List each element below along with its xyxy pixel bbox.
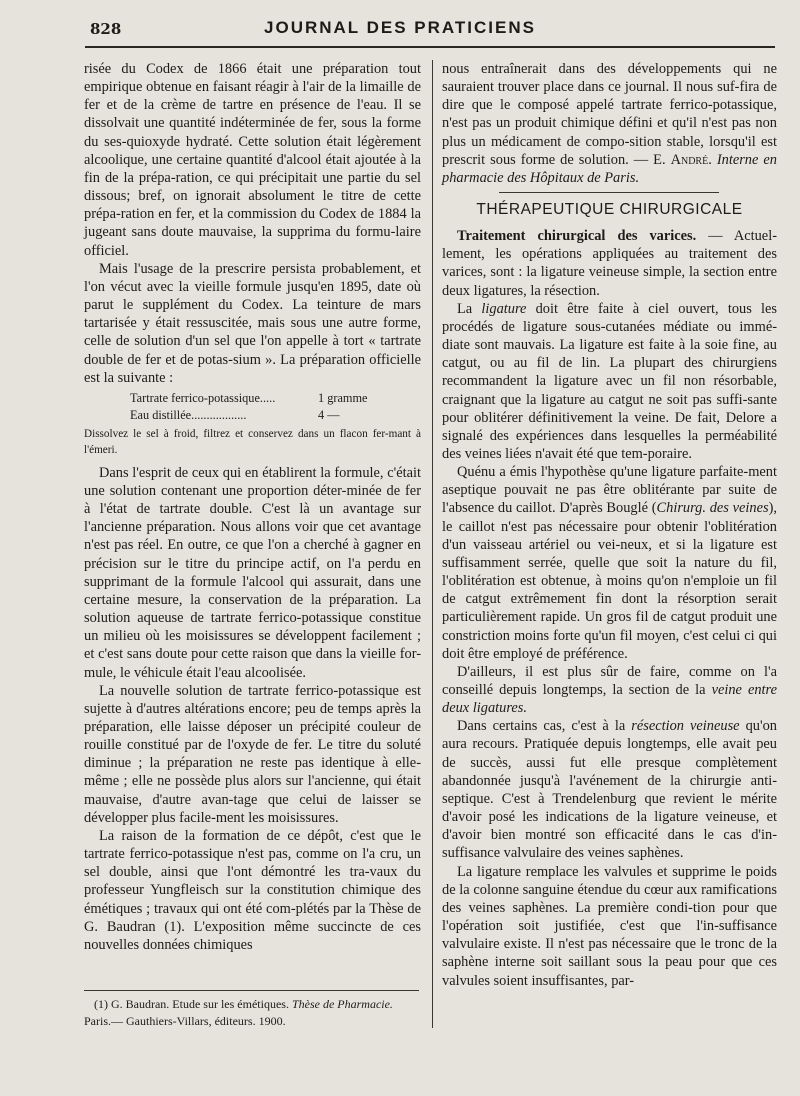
paragraph-text: Quénu a émis l'hypothèse qu'une ligature parfaite-ment aseptique pouvait ne pas être oblitérante par suite de l'absence du caillot. D'après Bouglé (	[442, 464, 777, 517]
paragraph: Dans l'esprit de ceux qui en établirent la formule, c'était une solution contenant une proportion déter-minée de fer à l'état de tartrate double. C'est là un avantage sur l'ancienne préparation. Nous allons voir que cet avantage n'est pas réel. En outre, ce que l'on a cherché à gagner en précision sur le titre du principe actif, on l'a perdu en supprimant de la formule l'alcool qui assurait, dans une certaine mesure, la conservation de la préparation. La solution aqueuse de tartrate ferrico-potassique constitue un milieu où les moisissures se développent facilement ; et c'est sans doute pour cette raison que dans la vieille for-mule, le véhicule était l'eau alcoolisée.	[84, 464, 421, 681]
footnote-emphasis: Thèse de Pharmacie.	[291, 997, 393, 1011]
emphasis: veine entre deux ligatures.	[442, 682, 777, 717]
paragraph: La raison de la formation de ce dépôt, c'est que le tartrate ferrico-potassique n'est pas, comme on l'a cru, un sel double, ainsi que l'ont démontré les tra-vaux du professeur Yungfleisch sur la constitution chimique des émétiques ; travaux qui ont été com-plétés par la Thèse de G. Baudran (1). L'exposition même succincte de ces nouvelles données chimiques	[84, 827, 421, 953]
footnote-rule	[84, 990, 419, 991]
paragraph-text: D'ailleurs, il est plus sûr de faire, comme on l'a conseillé depuis longtemps, la section de la	[442, 663, 777, 698]
paragraph	[442, 463, 777, 663]
emphasis: ligature	[481, 300, 527, 317]
footnote-line: Paris.— Gauthiers-Villars, éditeurs. 1900.	[84, 1013, 286, 1028]
paragraph-text: doit être faite à ciel ouvert, tous les procédés de ligature sous-cutanées médiate ou immé-diate sont mauvais. La ligature est faite à la soie fine, au catgut, ou au fil de lin. La plupart des chirurgiens recommandent la ligature avec un fil non résorbable, craignant que la ligature au catgut ne soit pas suffi-sante pour oblitérer définitivement la veine. De fait, Delore a signalé des expériences dans lesquelles la perméabilité des veines liées n'avait été que tem-poraire.	[442, 300, 777, 462]
paragraph: La ligature remplace les valvules et supprime le poids de la colonne sanguine étendue du cœur aux ramifications des veines saphènes. La première condi-tion pour que l'opération soit justifiée, c'est que l'in-suffisance valvulaire existe. Il n'est pas nécessaire que le tronc de la saphène interne soit saillant sous la peau pour que ces valvules soient insuffisantes, par-	[442, 863, 777, 989]
formula-quantity: 1 gramme	[318, 390, 368, 405]
page-header	[0, 0, 800, 48]
emphasis: résection veineuse	[631, 718, 740, 735]
paragraph	[442, 60, 777, 187]
section-title: THÉRAPEUTIQUE CHIRURGICALE	[476, 201, 743, 219]
paragraph: La nouvelle solution de tartrate ferrico-potassique est sujette à d'autres altérations encore; peu de temps après la préparation, elle laisse déposer un précipité couleur de rouille constitué par de l'oxyde de fer. Le titre du soluté diminue ; la préparation ne reste pas identique à elle-même ; elle ne possède plus alors sur l'ancienne, qui était mauvaise, d'autre avan-tage que celui de laisser se développer plus facile-ment les moisissures.	[84, 682, 421, 826]
paragraph-text: nous entraînerait dans des développements qui ne sauraient trouver place dans ce journal. Il nous suf-fira de dire que le composé appelé tartrate ferrico-potassique, n'est pas un produit chimique défini et qu'il n'est pas non plus un médicament de compo-sition stable, lorsqu'il est prescrit sous forme de solution. — E.	[442, 61, 777, 168]
paragraph-text: qu'on aura recours. Pratiquée depuis longtemps, elle avait peu de succès, aussi fut elle presque complètement abandonnée jusqu'à l'avénement de la chirurgie anti-septique. C'est à Trendelenburg que revient le mérite d'avoir posé les indications de la ligature veineuse, et d'avoir bien montré son efficacité dans le cas d'in-suffisance valvulaire des veines saphènes.	[442, 718, 777, 862]
paragraph	[442, 227, 777, 300]
paragraph: risée du Codex de 1866 était une préparation tout empirique obtenue en faisant réagir à l'air de la limaille de fer et de la crème de tartre en présence de l'eau. Il se dissolvait une quantité indéterminée de fer, sous la forme du ses-quioxyde hydraté. Cette solution était légèrement alcoolique, une certaine quantité d'alcool était ajoutée à la fin de la prépa-ration, ce qui précipitait une partie du sel dissous; bref, on ignorait absolument le titre de cette prépa-ration en fer, et la commission du Codex de 1884 la jugeant sans doute mauvaise, la supprima du formu-laire officiel.	[84, 61, 421, 259]
left-column	[84, 60, 421, 954]
section-rule	[499, 192, 719, 193]
right-column	[442, 60, 777, 990]
paragraph	[442, 300, 777, 463]
paragraph	[442, 663, 777, 717]
author-name: André.	[670, 151, 712, 168]
article-heading: Traitement chirurgical des varices.	[457, 228, 697, 245]
paragraph	[442, 717, 777, 862]
paragraph: Mais l'usage de la prescrire persista probablement, et l'on vécut avec la vieille formule jusqu'en 1895, date où parut le supplément du Codex. La teinture de mars tartarisée y était ressuscitée, mais sous une autre forme, celle de solution d'un sel que l'on appelle à tort « tartrate double de fer et de potas-sium ». La préparation officielle est la suivante :	[84, 260, 421, 386]
formula-ingredient: Eau distillée..................	[130, 407, 247, 422]
formula-line	[84, 407, 421, 424]
formula-line	[84, 390, 421, 407]
journal-title: JOURNAL DES PRATICIENS	[264, 18, 536, 37]
author-affiliation: Interne en pharmacie des Hôpitaux de Paris.	[442, 151, 777, 186]
formula-ingredient: Tartrate ferrico-potassique.....	[130, 390, 276, 405]
formula-block	[84, 390, 421, 458]
footnote-line	[84, 996, 421, 1013]
paragraph-text: La	[457, 300, 482, 317]
paragraph-text: — Actuel-lement, les opérations appliquées au traitement des varices, sont : la ligature veineuse simple, la section entre deux ligatures, la résection.	[442, 228, 777, 299]
footnote-text: (1) G. Baudran. Etude sur les émétiques.	[94, 997, 292, 1011]
column-divider	[432, 60, 433, 1028]
header-rule	[85, 46, 775, 48]
paragraph-text: ), le caillot n'est pas nécessaire pour obtenir l'oblitération d'un vaisseau artériel ou vei-neux, et si la ligature est suffisamment serrée, quelle que soit la nature du fil, l'oblitération est obtenue, à moins qu'on n'emploie un fil de catgut extrêmement fin dont la résorption serait particulièrement rapide. Un gros fil de catgut produit une constriction moins forte qu'un fil moyen, c'est celui ci qui doit être employé de préférence.	[442, 500, 778, 662]
page-number: 828	[90, 20, 122, 38]
emphasis: Chirurg. des veines	[656, 500, 769, 517]
footnote	[84, 996, 421, 1029]
formula-quantity: 4 —	[318, 407, 340, 422]
formula-instructions: Dissolvez le sel à froid, filtrez et conservez dans un flacon fer-mant à l'émeri.	[84, 427, 421, 456]
paragraph-text: Dans certains cas, c'est à la	[457, 718, 632, 735]
